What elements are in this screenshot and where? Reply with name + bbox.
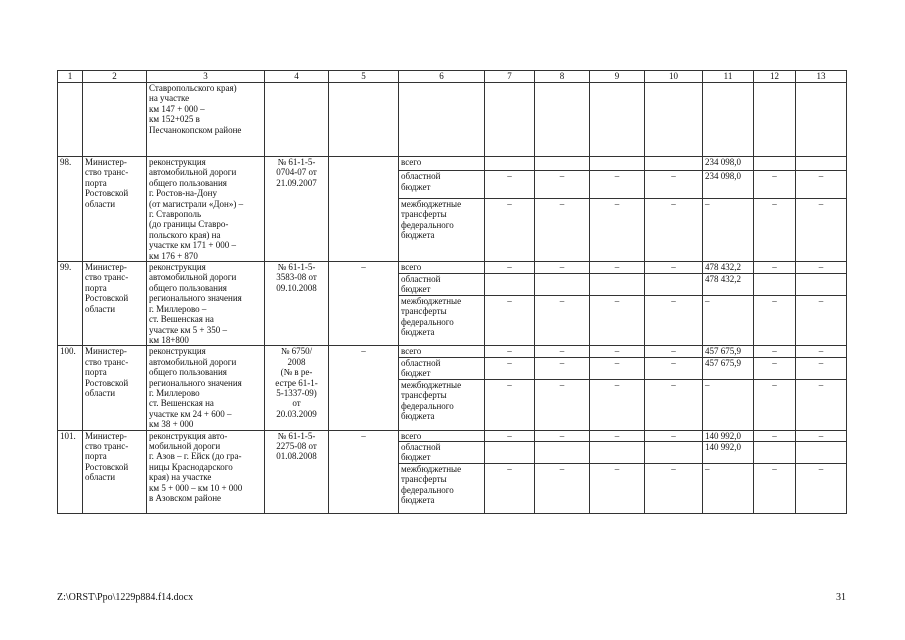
cell (485, 83, 535, 157)
value-cell: – (535, 430, 590, 441)
value-cell: – (796, 199, 847, 262)
cont-description-cell: Ставропольского края) на участке км 147 + 000 – км 152+025 в Песчанокопском районе (147, 83, 265, 157)
value-cell: – (485, 430, 535, 441)
value-cell: – (754, 295, 796, 346)
value-cell (590, 273, 645, 295)
value-cell: – (535, 262, 590, 274)
funding-source-cell: всего (399, 430, 485, 441)
organization-cell: Министер- ство транс- порта Ростовской области (83, 346, 147, 430)
value-cell: – (796, 346, 847, 358)
funding-source-cell: областной бюджет (399, 273, 485, 295)
value-cell: – (796, 463, 847, 513)
record-number-cell: 101. (58, 430, 83, 513)
value-cell (645, 441, 703, 463)
amount-cell: 478 432,2 (703, 273, 754, 295)
amount-cell: 234 098,0 (703, 157, 754, 171)
col-header: 9 (590, 71, 645, 83)
cell (590, 83, 645, 157)
value-cell: – (590, 357, 645, 379)
amount-cell: 478 432,2 (703, 262, 754, 274)
value-cell (590, 441, 645, 463)
cell (703, 83, 754, 157)
document-cell: № 61-1-5- 3583-08 от 09.10.2008 (265, 262, 329, 346)
value-cell (535, 273, 590, 295)
col5-cell: – (329, 262, 399, 346)
funding-source-cell: всего (399, 262, 485, 274)
header-row (58, 71, 847, 83)
value-cell: – (754, 430, 796, 441)
footer-file-path: Z:\ORST\Ppo\1229p884.f14.docx (57, 592, 194, 603)
value-cell: – (754, 346, 796, 358)
col-header: 5 (329, 71, 399, 83)
description-cell: реконструкция автомобильной дороги общего пользования регионального значения г. Миллерово – ст. Вешенская на участке км 5 + 350 – км 18+800 (147, 262, 265, 346)
value-cell: – (590, 430, 645, 441)
record-number-cell: 98. (58, 157, 83, 262)
value-cell: – (485, 346, 535, 358)
col5-cell: – (329, 430, 399, 513)
col-header: 13 (796, 71, 847, 83)
value-cell (535, 441, 590, 463)
record-row (58, 346, 847, 358)
funding-source-cell: всего (399, 346, 485, 358)
cell (796, 83, 847, 157)
cell (265, 83, 329, 157)
record-number-cell: 100. (58, 346, 83, 430)
value-cell: – (796, 262, 847, 274)
document-cell: № 61-1-5- 2275-08 от 01.08.2008 (265, 430, 329, 513)
value-cell: – (754, 262, 796, 274)
value-cell: – (796, 171, 847, 199)
amount-cell: – (703, 199, 754, 262)
record-row (58, 157, 847, 171)
col-header: 2 (83, 71, 147, 83)
value-cell: – (645, 380, 703, 431)
value-cell (754, 157, 796, 171)
footer-page-number: 31 (836, 592, 846, 603)
continuation-row (58, 83, 847, 157)
value-cell: – (535, 346, 590, 358)
value-cell: – (645, 295, 703, 346)
col-header: 8 (535, 71, 590, 83)
funding-source-cell: межбюджетные трансферты федерального бюджета (399, 380, 485, 431)
organization-cell: Министер- ство транс- порта Ростовской области (83, 262, 147, 346)
cell (645, 83, 703, 157)
value-cell (535, 157, 590, 171)
cell (58, 83, 83, 157)
value-cell: – (645, 171, 703, 199)
value-cell: – (590, 346, 645, 358)
funding-source-cell: всего (399, 157, 485, 171)
description-cell: реконструкция авто- мобильной дороги г. Азов – г. Ейск (до гра- ницы Краснодарского края) на участке км 5 + 000 – км 10 + 000 в Азовском районе (147, 430, 265, 513)
amount-cell: 234 098,0 (703, 171, 754, 199)
col-header: 12 (754, 71, 796, 83)
col-header: 3 (147, 71, 265, 83)
value-cell (590, 157, 645, 171)
value-cell (645, 157, 703, 171)
cell (329, 83, 399, 157)
value-cell (796, 157, 847, 171)
col-header: 4 (265, 71, 329, 83)
value-cell: – (590, 171, 645, 199)
value-cell: – (485, 199, 535, 262)
value-cell: – (796, 380, 847, 431)
value-cell: – (645, 346, 703, 358)
col-header: 7 (485, 71, 535, 83)
value-cell: – (535, 380, 590, 431)
col5-cell: – (329, 346, 399, 430)
value-cell: – (590, 380, 645, 431)
value-cell: – (485, 262, 535, 274)
amount-cell: 140 992,0 (703, 441, 754, 463)
col-header: 1 (58, 71, 83, 83)
data-table (57, 70, 847, 514)
value-cell (796, 273, 847, 295)
value-cell (485, 273, 535, 295)
value-cell (754, 273, 796, 295)
value-cell: – (754, 199, 796, 262)
cell (535, 83, 590, 157)
col-header: 10 (645, 71, 703, 83)
funding-source-cell: межбюджетные трансферты федерального бюджета (399, 199, 485, 262)
cell (83, 83, 147, 157)
funding-source-cell: областной бюджет (399, 441, 485, 463)
value-cell: – (535, 295, 590, 346)
value-cell: – (754, 357, 796, 379)
funding-source-cell: областной бюджет (399, 357, 485, 379)
organization-cell: Министер- ство транс- порта Ростовской области (83, 430, 147, 513)
col-header: 11 (703, 71, 754, 83)
value-cell: – (590, 199, 645, 262)
value-cell: – (485, 357, 535, 379)
funding-source-cell: областной бюджет (399, 171, 485, 199)
value-cell: – (645, 463, 703, 513)
value-cell: – (590, 463, 645, 513)
funding-source-cell: межбюджетные трансферты федерального бюджета (399, 463, 485, 513)
value-cell: – (645, 357, 703, 379)
description-cell: реконструкция автомобильной дороги общего пользования г. Ростов-на-Дону (от магистрали «Дон») – г. Ставрополь (до границы Ставро- польского края) на участке км 171 + 000 – км 176 + 870 (147, 157, 265, 262)
document-cell: № 61-1-5- 0704-07 от 21.09.2007 (265, 157, 329, 262)
amount-cell: 457 675,9 (703, 346, 754, 358)
record-row (58, 430, 847, 441)
value-cell: – (485, 295, 535, 346)
value-cell: – (485, 171, 535, 199)
amount-cell: – (703, 463, 754, 513)
value-cell: – (590, 262, 645, 274)
value-cell: – (796, 430, 847, 441)
value-cell: – (535, 357, 590, 379)
funding-source-cell: межбюджетные трансферты федерального бюджета (399, 295, 485, 346)
value-cell: – (754, 171, 796, 199)
value-cell: – (590, 295, 645, 346)
value-cell: – (535, 171, 590, 199)
value-cell: – (645, 262, 703, 274)
cell (399, 83, 485, 157)
col5-cell (329, 157, 399, 262)
value-cell: – (485, 380, 535, 431)
record-row (58, 262, 847, 274)
description-cell: реконструкция автомобильной дороги общего пользования регионального значения г. Миллерово ст. Вешенская на участке км 24 + 600 – км 38 + 000 (147, 346, 265, 430)
value-cell: – (754, 380, 796, 431)
value-cell: – (796, 295, 847, 346)
record-number-cell: 99. (58, 262, 83, 346)
document-cell: № 6750/ 2008 (№ в ре- естре 61-1- 5-1337-09) от 20.03.2009 (265, 346, 329, 430)
value-cell: – (645, 430, 703, 441)
value-cell (754, 441, 796, 463)
organization-cell: Министер- ство транс- порта Ростовской области (83, 157, 147, 262)
col-header: 6 (399, 71, 485, 83)
value-cell (485, 157, 535, 171)
value-cell: – (645, 199, 703, 262)
amount-cell: 457 675,9 (703, 357, 754, 379)
value-cell (796, 441, 847, 463)
value-cell: – (535, 463, 590, 513)
value-cell (485, 441, 535, 463)
value-cell: – (796, 357, 847, 379)
amount-cell: 140 992,0 (703, 430, 754, 441)
value-cell: – (754, 463, 796, 513)
value-cell (645, 273, 703, 295)
value-cell: – (485, 463, 535, 513)
cell (754, 83, 796, 157)
amount-cell: – (703, 295, 754, 346)
value-cell: – (535, 199, 590, 262)
amount-cell: – (703, 380, 754, 431)
